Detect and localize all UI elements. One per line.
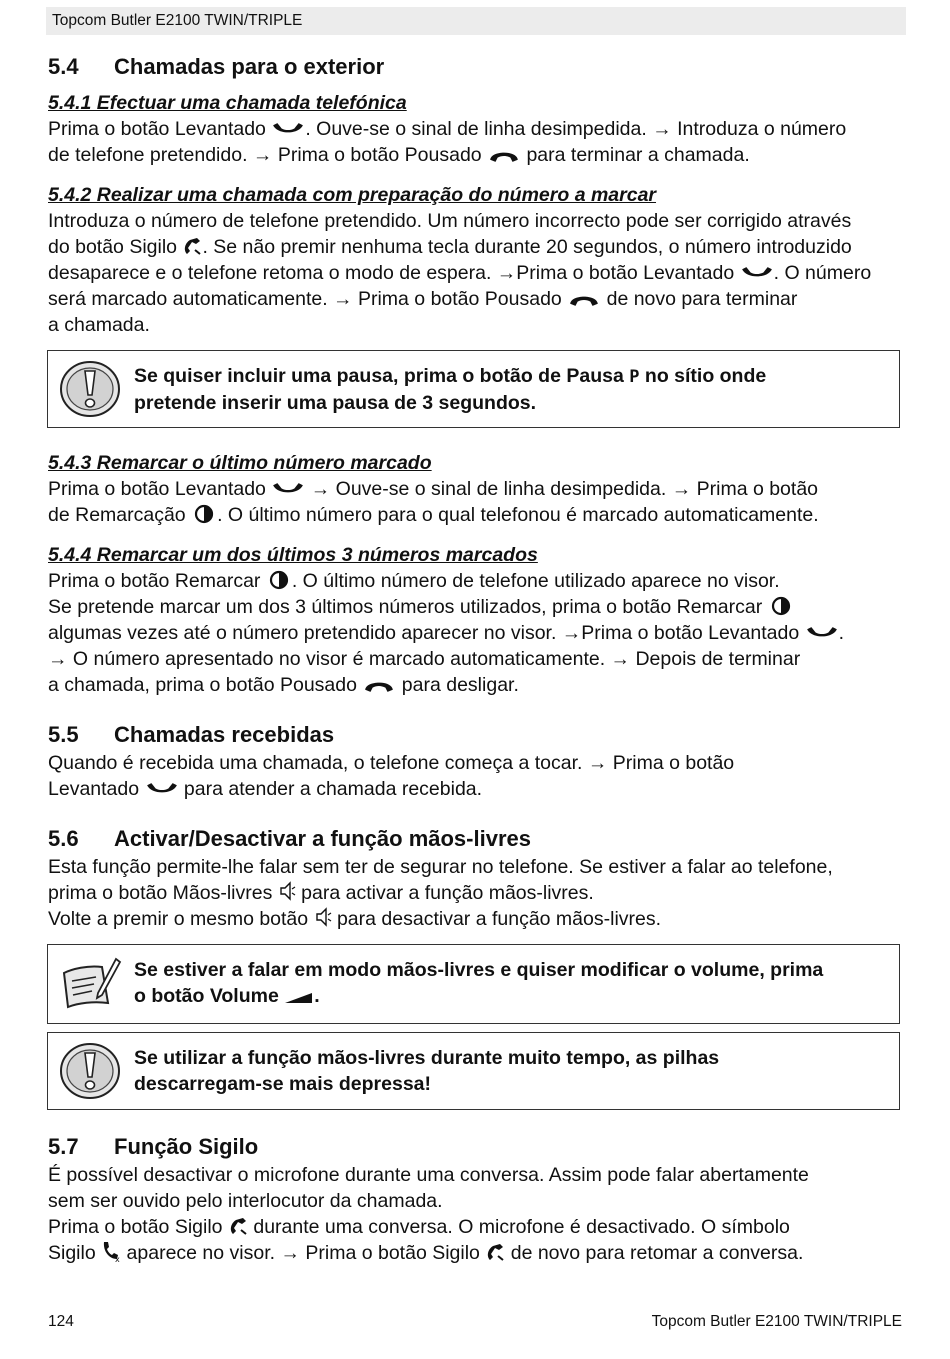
section-5-4-heading	[48, 52, 904, 82]
subsection-5-4-4-heading: 5.4.4 Remarcar um dos últimos 3 números marcados	[48, 544, 538, 566]
redial-icon	[768, 596, 794, 616]
mute-display-icon	[101, 1240, 121, 1262]
warning-icon	[58, 359, 122, 419]
content	[48, 52, 904, 1266]
section-number: 5.4	[48, 54, 79, 79]
subsection-5-4-3-heading: 5.4.3 Remarcar o último número marcado	[48, 452, 432, 474]
section-title: Função Sigilo	[114, 1134, 259, 1159]
section-title: Activar/Desactivar a função mãos-livres	[114, 826, 531, 851]
page-number: 124	[48, 1313, 74, 1330]
off-hook-icon	[271, 121, 305, 138]
section-5-6-heading	[48, 824, 904, 854]
mute-icon	[485, 1242, 505, 1262]
on-hook-icon	[362, 677, 396, 694]
paragraph: Introduza o número de telefone pretendido. Um número incorrecto pode ser corrigido através do botão Sigilo . Se não premir nenhuma tecla durante 20 segundos, o número introduzido desaparece e o telefone retoma o modo de espera. →Prima o botão Levantado . O número será marcado automaticamente. → Prima o botão Pousado de novo para terminar a chamada.	[48, 210, 872, 336]
on-hook-icon	[487, 147, 521, 164]
section-5-7-heading	[48, 1132, 904, 1162]
speaker-icon	[278, 880, 296, 902]
paragraph: Quando é recebida uma chamada, o telefone começa a tocar. → Prima o botão Levantado para atender a chamada recebida.	[48, 752, 735, 800]
subsection-5-4-2-heading: 5.4.2 Realizar uma chamada com preparação do número a marcar	[48, 184, 657, 206]
note-icon	[58, 953, 122, 1013]
footer-product: Topcom Butler E2100 TWIN/TRIPLE	[651, 1313, 902, 1330]
warning-icon	[58, 1041, 122, 1101]
section-5-5-heading	[48, 720, 904, 750]
note-text: Se quiser incluir uma pausa, prima o botão de Pausa P no sítio onde pretende inserir uma pausa de 3 segundos.	[134, 365, 767, 414]
paragraph: É possível desactivar o microfone durante uma conversa. Assim pode falar abertamente sem ser ouvido pelo interlocutor da chamada. Prima o botão Sigilo durante uma conversa. O microfone é desactivado. O símbolo Sigilo aparece no visor. → Prima o botão Sigilo de novo para retomar a conversa.	[48, 1164, 809, 1264]
redial-icon	[191, 504, 217, 524]
page-header: Topcom Butler E2100 TWIN/TRIPLE	[46, 7, 906, 35]
section-number: 5.6	[48, 826, 79, 851]
section-title: Chamadas para o exterior	[114, 54, 385, 79]
on-hook-icon	[567, 291, 601, 308]
note-box-volume	[47, 944, 900, 1024]
note-box-pause	[47, 350, 900, 428]
note-text: Se estiver a falar em modo mãos-livres e quiser modificar o volume, prima o botão Volume .	[134, 959, 824, 1007]
paragraph: Prima o botão Levantado → Ouve-se o sinal de linha desimpedida. → Prima o botão de Remarcação . O último número para o qual telefonou é marcado automaticamente.	[48, 478, 819, 526]
note-text: Se utilizar a função mãos-livres durante muito tempo, as pilhas descarregam-se mais depressa!	[134, 1047, 720, 1095]
section-number: 5.5	[48, 722, 79, 747]
off-hook-icon	[145, 781, 179, 798]
mute-icon	[182, 236, 202, 256]
off-hook-icon	[271, 481, 305, 498]
paragraph: Prima o botão Levantado . Ouve-se o sinal de linha desimpedida. → Introduza o número de telefone pretendido. → Prima o botão Pousado para terminar a chamada.	[48, 118, 847, 166]
section-number: 5.7	[48, 1134, 79, 1159]
mute-icon	[228, 1216, 248, 1236]
volume-icon	[284, 991, 314, 1005]
subsection-5-4-1-heading: 5.4.1 Efectuar uma chamada telefónica	[48, 92, 407, 114]
paragraph: Esta função permite-lhe falar sem ter de segurar no telefone. Se estiver a falar ao telefone, prima o botão Mãos-livres para activar a função mãos-livres. Volte a premir o mesmo botão para desactivar a função mãos-livres.	[48, 856, 833, 930]
paragraph: Prima o botão Remarcar . O último número de telefone utilizado aparece no visor. Se pretende marcar um dos 3 últimos números utilizados, prima o botão Remarcar algumas vezes até o número pretendido aparecer no visor. →Prima o botão Levantado . → O número apresentado no visor é marcado automaticamente. → Depois de terminar a chamada, prima o botão Pousado para desligar.	[48, 570, 845, 696]
warning-box-battery	[47, 1032, 900, 1110]
speaker-icon	[314, 906, 332, 928]
off-hook-icon	[805, 625, 839, 642]
redial-icon	[266, 570, 292, 590]
section-title: Chamadas recebidas	[114, 722, 335, 747]
off-hook-icon	[740, 265, 774, 282]
